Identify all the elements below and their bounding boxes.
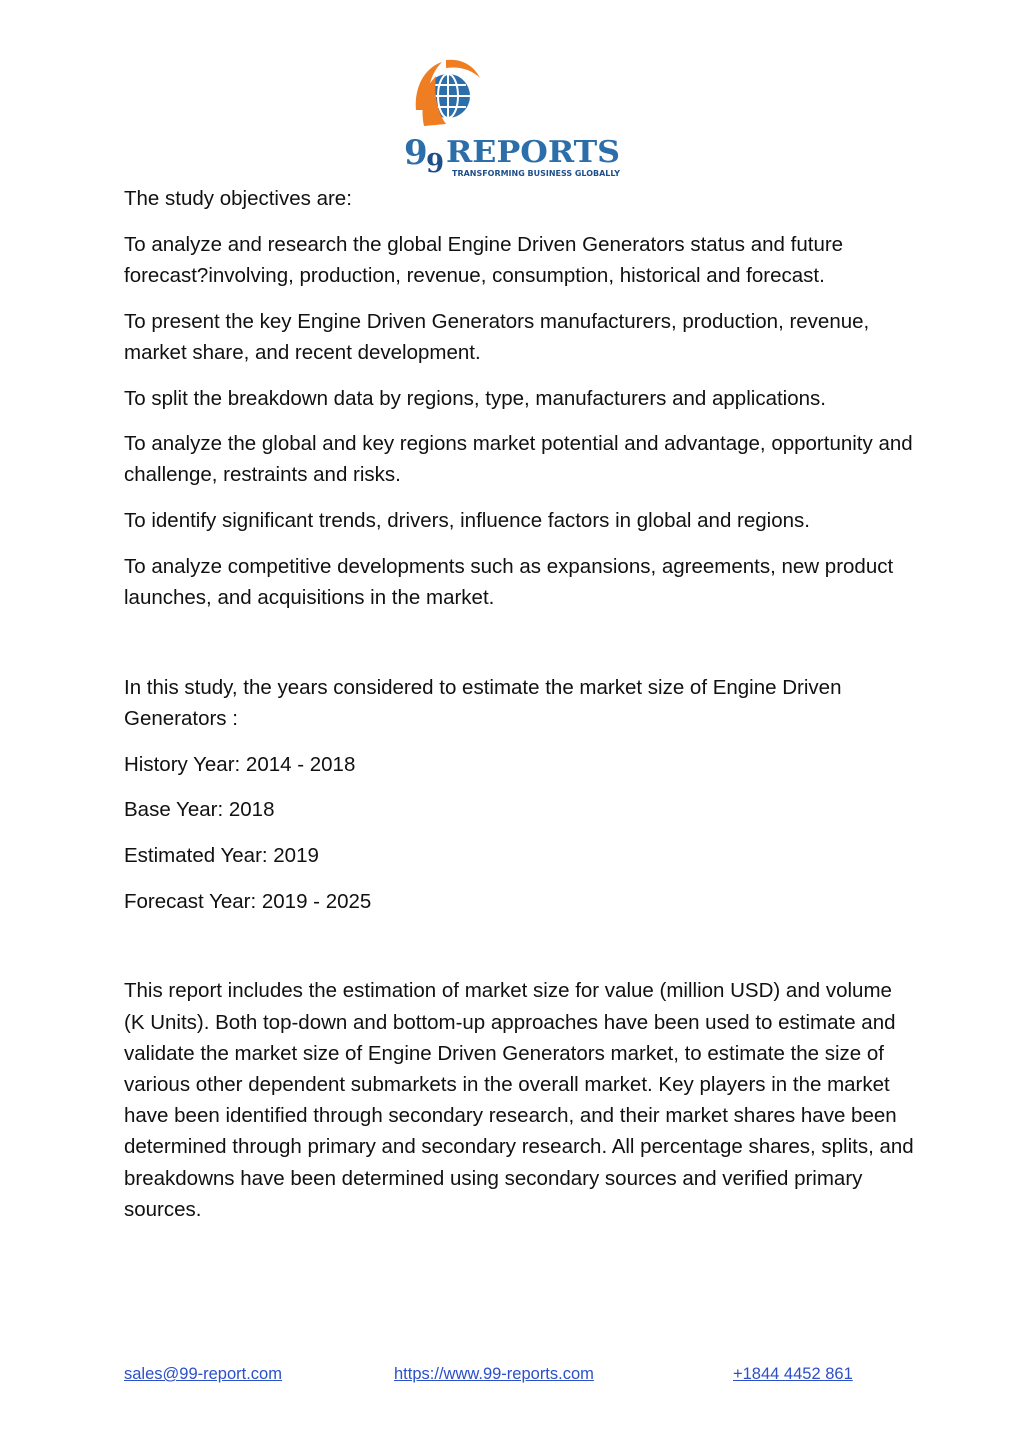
section-spacer (124, 628, 914, 672)
footer (0, 1365, 1024, 1389)
objective-item: To identify significant trends, drivers, influence factors in global and regions. (124, 509, 810, 533)
section-spacer (124, 931, 914, 975)
objective-item: To analyze the global and key regions market potential and advantage, opportunity and challenge, restraints and risks. (124, 432, 913, 487)
years-intro: In this study, the years considered to estimate the market size of Engine Driven Generators : (124, 675, 842, 730)
logo-number: 9 (404, 133, 428, 173)
forecast-year: Forecast Year: 2019 - 2025 (124, 889, 372, 913)
base-year: Base Year: 2018 (124, 798, 275, 822)
logo-tagline: TRANSFORMING BUSINESS GLOBALLY (452, 169, 621, 178)
objective-item: To split the breakdown data by regions, type, manufacturers and applications. (124, 386, 826, 410)
objective-item: To present the key Engine Driven Generators manufacturers, production, revenue, market share, and recent development. (124, 309, 870, 364)
website-link[interactable]: https://www.99-reports.com (394, 1365, 594, 1383)
phone-link[interactable]: +1844 4452 861 (733, 1365, 853, 1383)
methodology-paragraph: This report includes the estimation of market size for value (million USD) and volume (K Units). Both top-down and bottom-up approaches have been used to estimate and validate the market size of Engine Driven Generators market, to estimate the size of various other dependent submarkets in the overall market. Key players in the market have been identified through secondary research, and their market shares have been determined through primary and secondary research. All percentage shares, splits, and breakdowns have been determined using secondary sources and verified primary sources. (124, 979, 914, 1221)
globe-icon (416, 60, 480, 126)
logo-wordmark: REPORTS (446, 135, 620, 170)
estimated-year: Estimated Year: 2019 (124, 844, 319, 868)
email-link[interactable]: sales@99-report.com (124, 1365, 282, 1383)
objective-item: To analyze competitive developments such as expansions, agreements, new product launches, and acquisitions in the market. (124, 554, 894, 610)
document-body (124, 183, 914, 1240)
objectives-heading: The study objectives are: (124, 187, 352, 210)
history-year: History Year: 2014 - 2018 (124, 752, 356, 776)
logo-number-sub: 9 (426, 149, 445, 179)
objective-item: To analyze and research the global Engine Driven Generators status and future forecast?involving, production, revenue, consumption, historical and forecast. (124, 232, 844, 287)
company-logo (402, 58, 624, 182)
